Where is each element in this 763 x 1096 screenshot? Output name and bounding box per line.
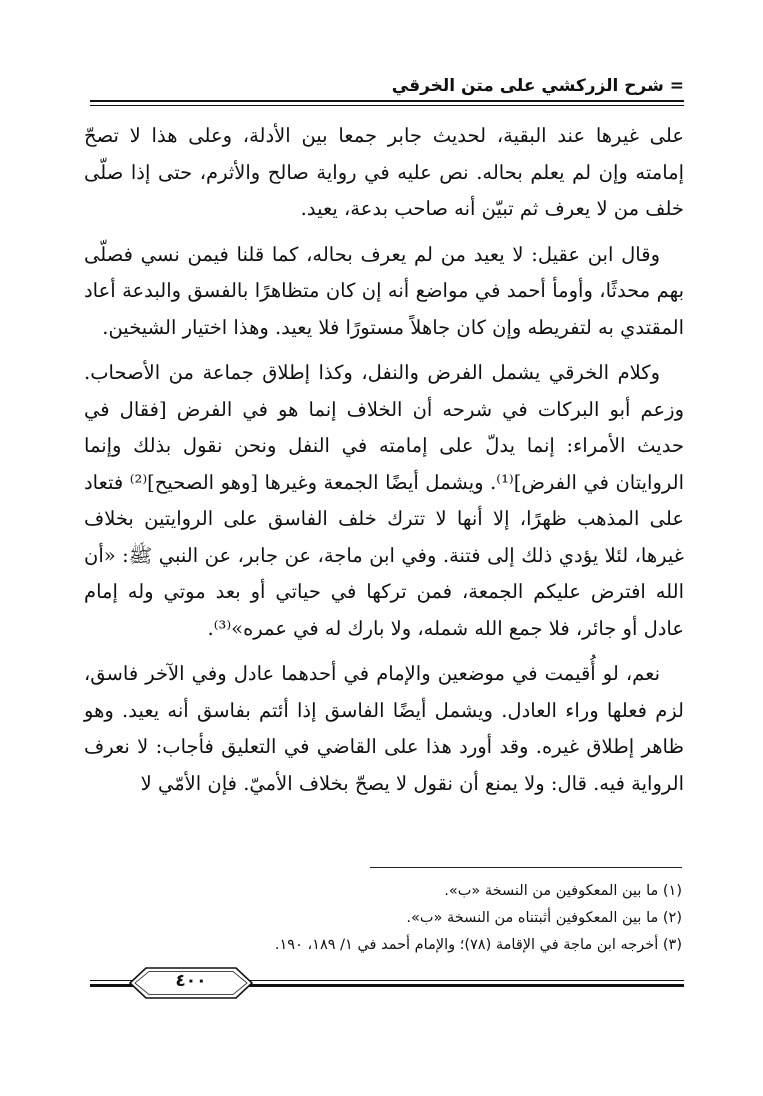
paragraph: وقال ابن عقيل: لا يعيد من لم يعرف بحاله، كما قلنا فيمن نسي فصلّى بهم محدثًا، وأومأ أحمد في مواضع أنه إن كان متظاهرًا بالفسق والبدعة أعاد المقتدي به لتفريطه وإن كان جاهلاً مستورًا فلا يعيد. وهذا اختيار الشيخين. <box>84 242 684 339</box>
header-rule-thin <box>90 105 684 106</box>
header-title: = شرح الزركشي على متن الخرقي <box>392 76 684 96</box>
header-rule-thick <box>90 100 684 102</box>
footnotes <box>84 878 682 959</box>
footnote-separator <box>370 867 682 868</box>
paragraph: نعم، لو أُقيمت في موضعين والإمام في أحدهما عادل وفي الآخر فاسق، لزم فعلها وراء العادل. ويشمل أيضًا الفاسق إذا أئتم بفاسق أنه يعيد. وهو ظاهر إطلاق غيره. وقد أورد هذا على القاضي في التعليق فأجاب: لا نعرف الرواية فيه. قال: ولا يمنع أن نقول لا يصحّ بخلاف الأميّ. فإن الأمّي لا <box>84 662 684 795</box>
page-number: ٤٠٠ <box>175 971 207 991</box>
paragraph: وكلام الخرقي يشمل الفرض والنفل، وكذا إطلاق جماعة من الأصحاب. وزعم أبو البركات في شرحه أن الخلاف إنما هو في الفرض [فقال في حديث الأمراء: إنما يدلّ على إمامته في النفل ونحن نقول بذلك وإنما الروايتان في الفرض]⁽¹⁾. ويشمل أيضًا الجمعة وغيرها [وهو الصحيح]⁽²⁾ فتعاد على المذهب ظهرًا، إلا أنها لا تترك خلف الفاسق على الروايتين بخلاف غيرها، لئلا يؤدي ذلك إلى فتنة. وفي ابن ماجة، عن جابر، عن النبي ﷺ: «أن الله افترض عليكم الجمعة، فمن تركها في حياتي أو بعد موتي وله إمام عادل أو جائر، فلا جمع الله شمله، ولا بارك له في عمره»⁽³⁾. <box>84 361 685 640</box>
footnote: (٢) ما بين المعكوفين أثبتناه من النسخة «ب». <box>406 910 682 926</box>
footnote: (٣) أخرجه ابن ماجة في الإقامة (٧٨)؛ والإمام أحمد في ١/ ١٨٩، ١٩٠. <box>274 937 682 953</box>
running-header <box>90 74 684 114</box>
page-footer <box>90 966 684 1006</box>
main-text <box>84 118 684 811</box>
footnote: (١) ما بين المعكوفين من النسخة «ب». <box>444 883 682 899</box>
paragraph: على غيرها عند البقية، لحديث جابر جمعا بين الأدلة، وعلى هذا لا تصحّ إمامته وإن لم يعلم بحاله. نص عليه في رواية صالح والأثرم، حتى إذا صلّى خلف من لا يعرف ثم تبيّن أنه صاحب بدعة، يعيد. <box>84 124 684 220</box>
